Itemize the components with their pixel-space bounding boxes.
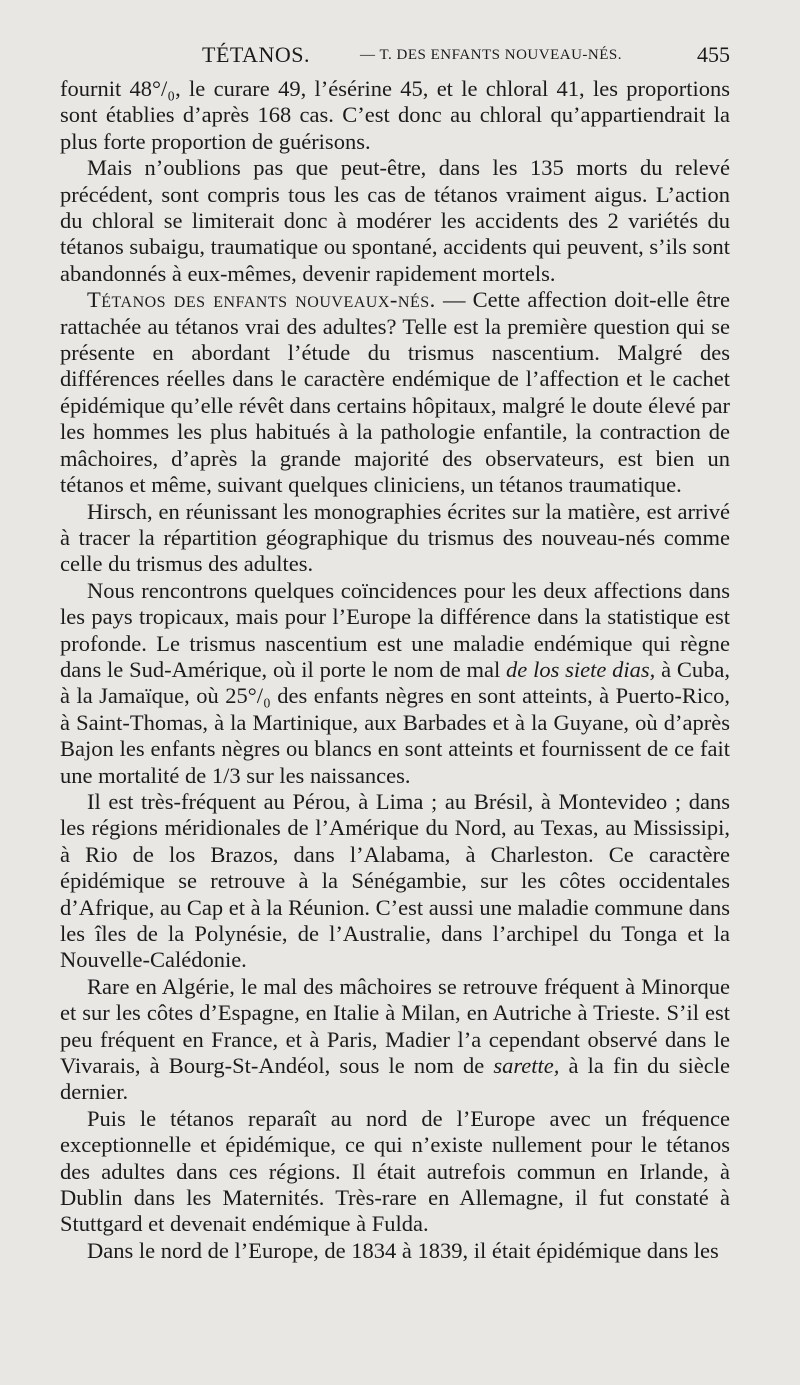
body-text — [60, 76, 730, 1264]
paragraph-7-text-b: à la fin du siècle dernier. — [60, 1053, 730, 1105]
paragraph-5-text-a: Nous rencontrons quelques coïncidences pour les deux affections dans les pays tropicaux, mais pour l’Europe la différence dans la statistique est profonde. Le trismus nascentium est une maladie endémique qui règne dans le Sud-Amérique, où il porte le nom de mal — [60, 577, 730, 682]
paragraph-3-text: — Cette affection doit-elle être rattachée au tétanos vrai des adultes? Telle est la première question qui se présente en abordant l’étude du trismus nascentium. Malgré des différences réelles dans le caractère endémique de l’affection et le cachet épidémique qu’elle révêt dans certains hôpitaux, malgré le doute élevé par les hommes les plus habitués à la pathologie enfantile, la contraction de mâchoires, d’après la grande majorité des observateurs, est bien un tétanos et même, suivant quelques cliniciens, un tétanos traumatique. — [60, 287, 730, 498]
paragraph-2: Mais n’oublions pas que peut-être, dans les 135 morts du relevé précédent, sont compris tous les cas de tétanos vraiment aigus. L’action du chloral se limiterait donc à modérer les accidents des 2 variétés du tétanos subaigu, traumatique ou spontané, accidents qui peuvent, s’ils sont abandonnés à eux-mêmes, devenir rapidement mortels. — [60, 155, 730, 286]
paragraph-7-italic: sarette, — [493, 1053, 560, 1079]
header-title: TÉTANOS. — [202, 42, 310, 67]
paragraph-6: Il est très-fréquent au Pérou, à Lima ; au Brésil, à Montevideo ; dans les régions méridionales de l’Amérique du Nord, au Texas, au Mississipi, à Rio de los Brazos, dans l’Alabama, à Charleston. Ce caractère épidémique se retrouve à la Sénégambie, sur les côtes occidentales d’Afrique, au Cap et à la Réunion. C’est aussi une maladie commune dans les îles de la Polynésie, de l’Australie, dans l’archipel du Tonga et la Nouvelle-Calédonie. — [60, 788, 730, 973]
section-heading: Tétanos des enfants nouveaux-nés. — [87, 287, 436, 313]
paragraph-8: Puis le tétanos reparaît au nord de l’Europe avec un fréquence exceptionnelle et épidémique, ce qui n’existe nullement pour le tétanos des adultes dans ces régions. Il était autrefois commun en Irlande, à Dublin dans les Maternités. Très-rare en Allemagne, il fut constaté à Stuttgard et devenait endémique à Fulda. — [60, 1105, 730, 1237]
page-number: 455 — [697, 42, 730, 67]
paragraph-5-italic: de los siete dias, — [506, 656, 656, 682]
paragraph-7-text-a: Rare en Algérie, le mal des mâchoires se retrouve fréquent à Minorque et sur les côtes d’Espagne, en Italie à Milan, en Autriche à Trieste. S’il est peu fréquent en France, et à Paris, Madier l’a cependant observé dans le Vivarais, à Bourg-St-Andéol, sous le nom de — [60, 973, 730, 1079]
paragraph-1: fournit 48°/₀, le curare 49, l’ésérine 45, et le chloral 41, les proportions sont établies d’après 168 cas. C’est donc au chloral qu’appartiendrait la plus forte proportion de guérisons. — [60, 76, 730, 154]
paragraph-5 — [60, 578, 730, 789]
paragraph-4: Hirsch, en réunissant les monographies écrites sur la matière, est arrivé à tracer la répartition géographique du trismus des nouveau-nés comme celle du trismus des adultes. — [60, 498, 730, 577]
paragraph-3 — [60, 287, 730, 498]
paragraph-7 — [60, 974, 730, 1106]
paragraph-9: Dans le nord de l’Europe, de 1834 à 1839, il était épidémique dans les — [87, 1237, 719, 1263]
paragraph-5-text-b: à Cuba, à la Jamaïque, où 25°/₀ des enfants nègres en sont atteints, à Puerto-Rico, à Saint-Thomas, à la Martinique, aux Barbades et à la Guyane, où d’après Bajon les enfants nègres ou blancs en sont atteints et fournissent de ce fait une mortalité de 1/3 sur les naissances. — [60, 656, 731, 788]
running-header — [60, 42, 730, 78]
header-subtitle: — T. DES ENFANTS NOUVEAU-NÉS. — [360, 47, 622, 63]
